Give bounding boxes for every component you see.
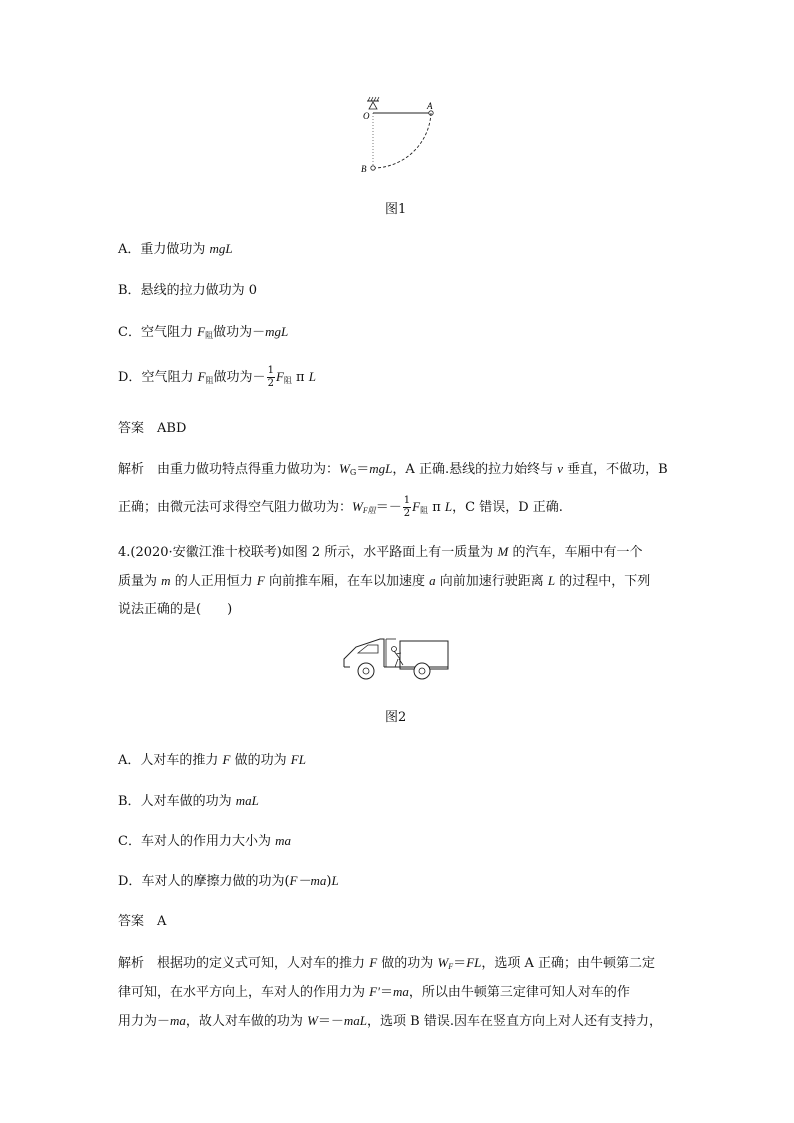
q4-stem-line2: 质量为 m 的人正用恒力 F 向前推车厢，在车以加速度 a 向前加速行驶距离 L 的过程中，下列 — [118, 573, 651, 589]
pendulum-figure — [355, 95, 445, 180]
q4-stem-line3: 说法正确的是( ) — [118, 602, 233, 617]
q3-answer: 答案 ABD — [118, 421, 187, 436]
q3-analysis-line1: 解析 由重力做功特点得重力做功为：$W_G=mgL$，A 正确.悬线的拉力始终与 v 垂直，不做功，B — [118, 461, 668, 477]
q4-analysis-line3: 用力为－ma，故人对车做的功为 W＝－maL，选项 B 错误.因车在竖直方向上对人还有支持力， — [118, 1013, 662, 1029]
figure1-caption: 图1 — [385, 202, 407, 217]
q4-option-d: D．车对人的摩擦力做的功为(F－ma)L — [118, 873, 339, 889]
q4-analysis-line1: 解析 根据功的定义式可知，人对车的推力 F 做的功为 $W_F=FL$，选项 A 正确；由牛顿第二定 — [118, 955, 656, 971]
q3-option-d: D．空气阻力 $F_阻$做功为－ $\frac{1}{2}$ $F_阻$ π L — [118, 365, 316, 389]
point-b-label: B — [361, 164, 367, 174]
fraction-half: $\frac{1}{2}$ — [267, 365, 274, 389]
q3-option-b: B．悬线的拉力做功为 0 — [118, 283, 257, 298]
figure2-caption: 图2 — [385, 710, 407, 725]
q4-option-b: B．人对车做的功为 maL — [118, 793, 259, 809]
q3-analysis-line2: 正确；由微元法可求得空气阻力做功为：$W_{F阻}=-$ $\frac{1}{2}$ $F_阻$ π L，C 错误，D 正确. — [118, 495, 563, 519]
point-a-label: A — [427, 101, 433, 111]
q4-stem-line1: 4.(2020·安徽江淮十校联考)如图 2 所示，水平路面上有一质量为 M 的汽车，车厢中有一个 — [118, 544, 643, 560]
q4-option-c: C．车对人的作用力大小为 ma — [118, 833, 291, 849]
q3-option-c: C．空气阻力 $F_阻$做功为－mgL — [118, 324, 289, 340]
q3-option-a: A．重力做功为 mgL — [118, 241, 233, 257]
q4-answer: 答案 A — [118, 914, 167, 929]
q4-analysis-line2: 律可知，在水平方向上，车对人的作用力为 F′＝ma，所以由牛顿第三定律可知人对车的作 — [118, 984, 630, 1000]
q4-option-a: A．人对车的推力 F 做的功为 FL — [118, 752, 306, 768]
point-o-label: O — [363, 111, 370, 121]
truck-figure — [340, 633, 452, 685]
